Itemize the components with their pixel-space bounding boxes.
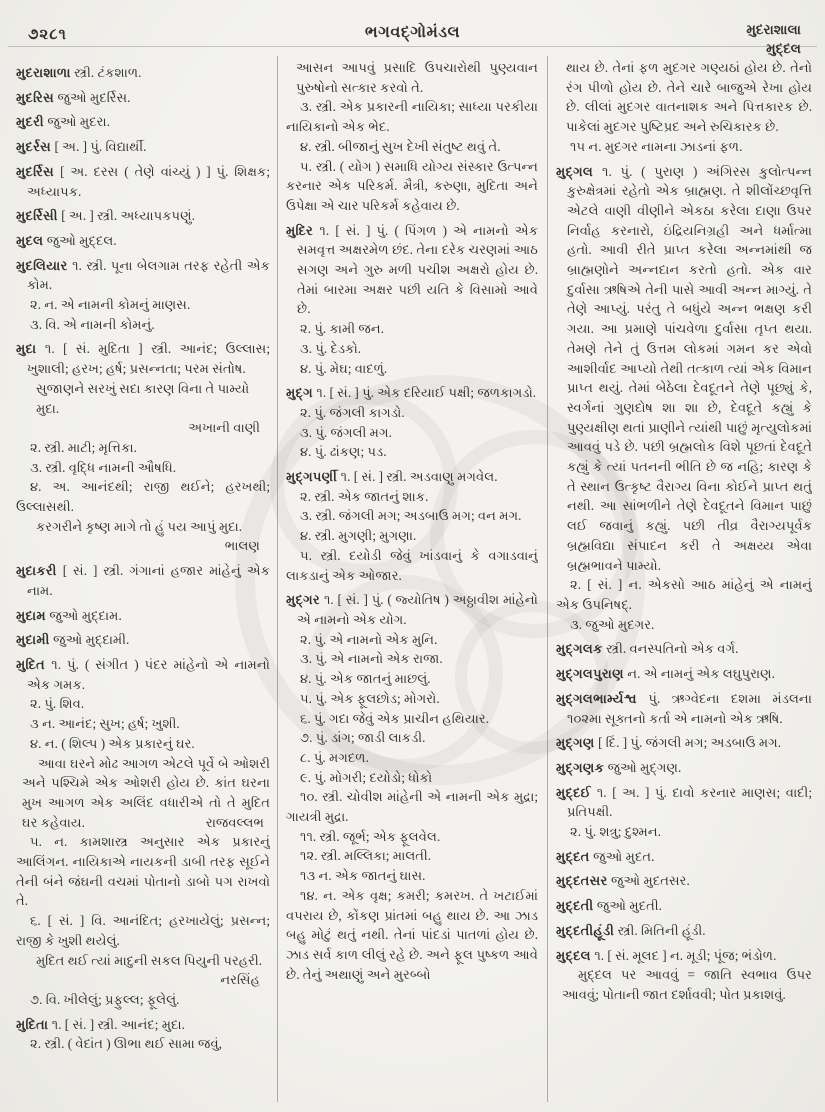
dictionary-entry: મુદલિયાર ૧. સ્ત્રી. પૂના બેલગામ તરફ રહેતી એક કોમ. — [16, 257, 270, 293]
column-separator — [277, 56, 278, 1102]
dictionary-entry: મુદ્ગલક સ્ત્રી. વનસ્પતિનો એક વર્ગ. — [556, 641, 739, 657]
column-2 — [286, 58, 538, 1106]
dictionary-line: ૨. પું. શિવ. — [30, 696, 85, 712]
dictionary-line: ૪. ન. ( શિલ્પ ) એક પ્રકારનું ઘર. — [30, 735, 195, 751]
dictionary-line: ૭. વિ. ખીલેલું; પ્રફુલ્લ; ફૂલેલું. — [30, 991, 180, 1007]
dictionary-line: ૧૩ ન. એક જાતનું ઘાસ. — [300, 868, 426, 884]
headword: મુદ્ગલભાર્મ્યશ્વ — [556, 690, 649, 706]
headword: મુદરાશાળા — [16, 65, 75, 80]
dictionary-entry: મુદરાશાળા સ્ત્રી. ટંકશાળ. — [16, 65, 142, 80]
dictionary-line: મુદિત થઈ ત્યાં માદુની સકલ પિયુની પરહરી. — [36, 952, 263, 968]
dictionary-line: ભાલણ — [224, 538, 260, 554]
dictionary-line: સુજાણને સરખું સદા કારણ વિના તે પામ્યો મુદા. — [36, 380, 250, 416]
dictionary-line: ૧૪. ન. એક વૃક્ષ; કમરી; કમરખ. તે ખટાઈમાં વપરાય છે, કોંકણ પ્રાંતમાં બહુ થાય છે. આ ઝાડ બહુ મોટું થતું નથી. તેનાં પાંદડાં પાતળાં હોય છે. ઝાડ સર્વ કાળ લીલું રહે છે. અને ફૂલ પુષ્કળ આવે છે. તેનું અથાણું અને મુરબ્બો — [286, 887, 538, 982]
headword: મુદ્ગ — [286, 385, 317, 401]
dictionary-line: અખાની વાણી — [188, 420, 260, 436]
guide-word-first: મુદરાશાલા — [746, 22, 801, 37]
dictionary-entry: મુદર્રસ [ અ. ] પું. વિદ્યાર્થી. — [16, 139, 147, 155]
column-separator — [547, 56, 548, 1102]
dictionary-entry: મુદ્દલ ૧. [ સં. મૂલદ ] ન. મૂડી; પૂંજ; ભંડોળ. — [556, 947, 777, 963]
dictionary-line: થાય છે. તેનાં ફળ મુદગર ગણ્યઠાં હોય છે. તેનો રંગ પીળો હોય છે. તેને ચારે બાજુએ રેખા હોય છે. લીલાં મુદગર વાતનાશક અને પિત્તકારક છે. પાકેલાં મુદગર પુષ્ટિપ્રદ અને રુચિકારક છે. — [566, 60, 812, 135]
headword: મુદર્રિસ — [16, 163, 61, 179]
dictionary-line: ૫. ન. કામશાસ્ત્ર અનુસાર એક પ્રકારનું આલિંગન. નાયિકાએ નાયકની ડાબી તરફ સૂઈને તેની બંને જંઘની વચમાં પોતાનો ડાબો પગ રાખવો તે. — [16, 834, 270, 909]
headword: મુદ્દલ — [556, 947, 595, 963]
dictionary-entry: મુદર્રિસ [ અ. દરસ ( તેણે વાંચ્યું ) ] પું. શિક્ષક; અધ્યાપક. — [16, 163, 270, 199]
dictionary-line: ૮. પું. મગદળ. — [300, 749, 369, 765]
headword: મુદલ — [16, 232, 47, 248]
dictionary-entry: મુદિર ૧. [ સં. ] પું. ( પિંગળ ) એ નામનો એક સમવૃત્ત અક્ષરમેળ છંદ. તેના દરેક ચરણમાં આઠ સગણ અને ગુરુ મળી પચીશ અક્ષરો હોય છે. તેમાં બારમા અક્ષર પછી યતિ કે વિસામો આવે છે. — [286, 222, 538, 317]
dictionary-line: ૧૦. સ્ત્રી. ચોવીશ માંહેની એ નામની એક મુદ્રા; ગાયત્રી મુદ્રા. — [286, 789, 538, 825]
dictionary-entry: મુદ્દતી જુઓ મુદતી. — [556, 898, 662, 914]
dictionary-entry: મુદ્ગણક જુઓ મુદ્ગણ. — [556, 759, 682, 775]
dictionary-line: ૨. ન. એ નામની કોમનું માણસ. — [30, 297, 191, 313]
page-header — [0, 20, 825, 60]
headword: મુદિતા — [16, 1016, 52, 1032]
dictionary-line: મુદ્દલ પર આવવું = જાતિ સ્વભાવ ઉપર આવવું; પોતાની જાત દર્શાવવી; પોત પ્રકાશવું. — [562, 967, 812, 1002]
dictionary-line: ૪. સ્ત્રી. મુગણી; મુગણા. — [300, 528, 417, 544]
dictionary-line: ૧૧. સ્ત્રી. જૂર્ભ; એક ફૂલવેલ. — [300, 828, 441, 844]
dictionary-line: ૩. પું. જંગલી મગ. — [300, 424, 392, 440]
headword: મુદ્ગલ — [556, 163, 603, 179]
dictionary-entry: મુદ્ગ ૧. [ સં. ] પું. એક દરિયાઈ પક્ષી; જળકાગડો. — [286, 385, 537, 401]
dictionary-line: ૩. સ્ત્રી. એક પ્રકારની નાયિકા; સાધ્યા પરકીયા નાયિકાનો એક ભેદ. — [286, 99, 538, 135]
headword: મુદ્ગપર્ણી — [286, 469, 341, 485]
dictionary-line: ૨. પું. જંગલી કાગડો. — [300, 404, 405, 420]
dictionary-entry: મુદામ જુઓ મુદ્દામ. — [16, 607, 122, 623]
dictionary-line: ૯. પું. મોગરી; દયોડો; ધોકો — [300, 769, 433, 785]
dictionary-entry: મુદામી જુઓ મુદ્દામી. — [16, 632, 130, 648]
headword: મુદામ — [16, 607, 50, 623]
dictionary-line: ૪. અ. આનંદથી; રાજી થઈને; હરખથી; ઉલ્લાસથી. — [16, 479, 270, 515]
dictionary-line: આસન આપવું પ્રસાદિ ઉપચારોથી પુણ્યવાન પુરુષોનો સત્કાર કરવો તે. — [296, 60, 538, 95]
dictionary-entry: મુદ્ગલભાર્મ્યશ્વ પું. ઋગ્વેદના દશમા મંડલના ૧૦૨મા સૂક્તનો કર્તા એ નામનો એક ઋષિ. — [556, 690, 812, 726]
dictionary-line: ૩. વિ. એ નામની કોમનું. — [30, 316, 155, 332]
column-3 — [556, 58, 812, 1106]
dictionary-line: કરગરીને કૃષ્ણ માગે તો હું પય આપું મુદા. — [36, 518, 243, 534]
dictionary-entry: મુદ્ગપર્ણી ૧. [ સં. ] સ્ત્રી. અડવાણુ મગવેલ. — [286, 469, 498, 485]
dictionary-entry: મુદ્દઈ ૧. [ અ. ] પું. દાવો કરનાર માણસ; વાદી; પ્રતિપક્ષી. — [556, 784, 812, 820]
dictionary-line: ૩. જુઓ મુદગર. — [570, 616, 655, 632]
headword: મુદ્ગણક — [556, 759, 608, 775]
dictionary-line: ૪. પું. મેઘ; વાદળું. — [300, 360, 388, 376]
headword: મુદર્રિસી — [16, 208, 62, 224]
dictionary-line: ૪. પું. ઢાંકણ; પડ. — [300, 444, 387, 460]
dictionary-entry: મુદ્દત જુઓ મુદત. — [556, 848, 655, 864]
headword: મુદામી — [16, 632, 54, 648]
dictionary-line: ૩. સ્ત્રી. વૃદ્ધિ નામની ઔષધિ. — [30, 459, 177, 475]
headword: મુદ્દત — [556, 848, 594, 864]
headword: મુદ્ગલપુરાણ — [556, 666, 628, 682]
headword: મુદ્દતસર — [556, 873, 611, 889]
dictionary-entry: મુદિત ૧. પું. ( સંગીત ) પંદર માંહેનો એ નામનો એક ગમક. — [16, 656, 270, 692]
dictionary-line: ૬. પું. ગદા જેવું એક પ્રાચીન હથિયાર. — [300, 710, 490, 726]
headword: મુદ્ગર — [286, 592, 324, 608]
dictionary-entry: મુદ્દતીહૂંડી સ્ત્રી. મિતિની હૂંડી. — [556, 922, 706, 938]
headword: મુદર્રસ — [16, 139, 55, 155]
guide-word-last: મુદ્દલ — [766, 41, 801, 56]
dictionary-line: ૪. પું. એક જાતનું માછલું. — [300, 671, 431, 687]
headword: મુદ્દતી — [556, 898, 597, 914]
dictionary-line: ૩ ન. આનંદ; સુખ; હર્ષ; ખુશી. — [30, 716, 180, 732]
dictionary-line: ૨. પું. શત્રુ; દુશ્મન. — [570, 824, 661, 840]
dictionary-entry: મુદિતા ૧. [ સં. ] સ્ત્રી. આનંદ; મુદા. — [16, 1016, 185, 1032]
dictionary-line: ૧૫ ન. મુદગર નામના ઝાડનાં ફળ. — [570, 138, 743, 154]
headword: મુદા — [16, 341, 45, 357]
dictionary-line: ૩. પું. દેડકો. — [300, 340, 362, 356]
page-number: ૭૨૮૧ — [28, 27, 67, 43]
dictionary-entry: મુદા ૧. [ સં. મુદિતા ] સ્ત્રી. આનંદ; ઉલ્લાસ; ખુશાલી; હરખ; હર્ષ; પ્રસન્નતા; પરમ સંતોષ. — [16, 341, 270, 377]
headword: મુદ્દઈ — [556, 784, 597, 800]
dictionary-line: ૭. પું. ડાંગ; જાડી લાકડી. — [300, 730, 426, 746]
dictionary-entry: મુદ્ગલ ૧. પું. ( પુરાણ ) અંગિરસ કુલોત્પન્ન કુરુક્ષેત્રમાં રહેતો એક બ્રાહ્મણ. તે શીલોંચ્છવૃત્તિ એટલે વાણી વીણીને એકઠા કરેલા દાણા ઉપર નિર્વાહ કરનારો, ઇંદ્રિયનિગ્રહી અને ધર્માત્મા હતો. આવી રીતે પ્રાપ્ત કરેલા અન્નમાંથી જ બ્રાહ્મણોને અન્નદાન કરતો હતો. એક વાર દુર્વાસા ઋષિએ તેની પાસે આવી અન્ન માગ્યું. તે તેણે આપ્યું. પરંતુ તે બધુંયે અન્ન ભક્ષણ કરી ગયા. આ પ્રમાણે પાંચવેળા દુર્વાસા તૃપ્ત થયા. તેમણે તેને તું ઉત્તમ લોકમાં ગમન કર એવો આશીર્વાદ આપ્યો તેથી તત્કાળ ત્યાં એક વિમાન પ્રાપ્ત થયું. તેમાં બેઠેલા દેવદૂતને તેણે પૂછ્યું કે, સ્વર્ગનાં ગુણદોષ શા શા છે, દેવદૂતે કહ્યું કે પુણ્યક્ષીણ થતાં પ્રાણીને ત્યાંથી પાછું મૃત્યુલોકમાં આવવું પડે છે. પછી બ્રહ્મલોક વિશે પૂછતાં દેવદૂતે કહ્યું કે ત્યાં પતનની ભીતિ છે જ નહિ; કારણ કે તે સ્થાન ઉત્કૃષ્ટ વૈરાગ્ય વિના કોઈને પ્રાપ્ત થતું નથી. આ સાંભળીને તેણે દેવદૂતને વિમાન પાછું લઈ જવાનું કહ્યું. પછી તીવ્ર વૈરાગ્યપૂર્વક બ્રહ્મવિદ્યા સંપાદન કરી તે અક્ષય્ય એવા બ્રહ્મભાવને પામ્યો. — [556, 163, 812, 573]
headword: મુદ્દતીહૂંડી — [556, 922, 618, 938]
dictionary-line: ૫. પું. એક ફૂલછોડ; મોગરો. — [300, 690, 440, 706]
dictionary-entry: મુદ્દતસર જુઓ મુદતસર. — [556, 873, 690, 889]
column-1 — [16, 58, 270, 1106]
headword: મુદ્ગણ — [556, 735, 599, 751]
dictionary-line: ૫. સ્ત્રી. ( યોગ ) સમાધિ યોગ્ય સંસ્કાર ઉત્પન્ન કરનાર એક પરિકર્મ. મૈત્રી, કરુણા, મુદિતા અને ઉપેક્ષા એ ચાર પરિકર્મ કહેવાય છે. — [286, 158, 538, 213]
dictionary-line: ૫. સ્ત્રી. દયોડી જેવું ખાંડવાનું કે વગાડવાનું લાકડાનું એક ઓજાર. — [286, 547, 538, 583]
headword: મુદાકરી — [16, 563, 63, 579]
dictionary-line: ૨. સ્ત્રી. એક જાતનું શાક. — [300, 488, 429, 504]
headword: મુદલિયાર — [16, 257, 73, 273]
guide-words — [746, 20, 801, 58]
dictionary-entry: મુદ્ગલપુરાણ ન. એ નામનું એક લઘુપુરાણ. — [556, 666, 775, 682]
dictionary-entry: મુદરી જુઓ મુદરા. — [16, 114, 110, 130]
dictionary-line: ૩. પું. એ નામનો એક રાજા. — [300, 651, 443, 667]
dictionary-entry: મુદલ જુઓ મુદ્દલ. — [16, 232, 117, 248]
header-rule — [8, 46, 817, 47]
headword: મુદિર — [286, 222, 320, 238]
dictionary-line: ૨. [ સં. ] ન. એકસો આઠ માંહેનું એ નામનું એક ઉપનિષદ્. — [556, 577, 812, 612]
headword: મુદરી — [16, 114, 48, 130]
dictionary-line: ૪. સ્ત્રી. બીજાનું સુખ દેખી સંતુષ્ટ થવું તે. — [300, 138, 501, 154]
headword: મુદરિસ — [16, 89, 58, 105]
dictionary-entry: મુદ્ગર ૧. [ સં. ] પું. ( જ્યોતિષ ) અઠ્ઠાવીશ માંહેનો એ નામનો એક યોગ. — [286, 592, 538, 627]
dictionary-line: ૩. સ્ત્રી. જંગલી મગ; અડબાઉ મગ; વન મગ. — [300, 508, 522, 524]
dictionary-line: ૬. [ સં. ] વિ. આનંદિત; હરખાયેલું; પ્રસન્ન; રાજી કે ખુશી થયેલું. — [16, 913, 270, 948]
dictionary-line: નરસિંહ — [220, 972, 260, 988]
book-title: ભગવદ્ગોમંડલ — [364, 24, 461, 41]
dictionary-line: ૧૨. સ્ત્રી. મલ્લિકા; માલતી. — [300, 848, 432, 864]
citation-source: રાજવલ્લભ — [205, 814, 264, 830]
headword: મુદ્ગલક — [556, 641, 607, 657]
dictionary-line: ૨. સ્ત્રી. ( વેદાંત ) ઊભા થઈ સામા જવું, — [30, 1036, 222, 1052]
dictionary-entry: મુદ્ગણ [ દિં. ] પું. જંગલી મગ; અડબાઉ મગ. — [556, 735, 782, 751]
dictionary-line: ૨. સ્ત્રી. માટી; મૃત્તિકા. — [30, 439, 137, 455]
dictionary-entry: મુદાકરી [ સં. ] સ્ત્રી. ગંગાનાં હજાર માંહેનું એક નામ. — [16, 563, 270, 598]
dictionary-line: આવા ઘરને મોઢ આગળ એટલે પૂર્વે બે ઓશરી અને પશ્ચિમે એક ઓશરી હોય છે. કાંત ઘરના મુખ આગળ એક અલિંદ વધારીએ તો તે મુદિત ઘર કહેવાય. રાજવલ્લભ — [16, 754, 270, 833]
headword: મુદિત — [16, 656, 52, 672]
dictionary-entry: મુદરિસ જુઓ મુદર્રિસ. — [16, 89, 131, 105]
dictionary-line: ૨. પું. કામી જન. — [300, 321, 385, 337]
dictionary-entry: મુદર્રિસી [ અ. ] સ્ત્રી. અધ્યાપકપણું. — [16, 208, 195, 224]
dictionary-line: ૨. પું. એ નામનો એક મુનિ. — [300, 631, 438, 647]
